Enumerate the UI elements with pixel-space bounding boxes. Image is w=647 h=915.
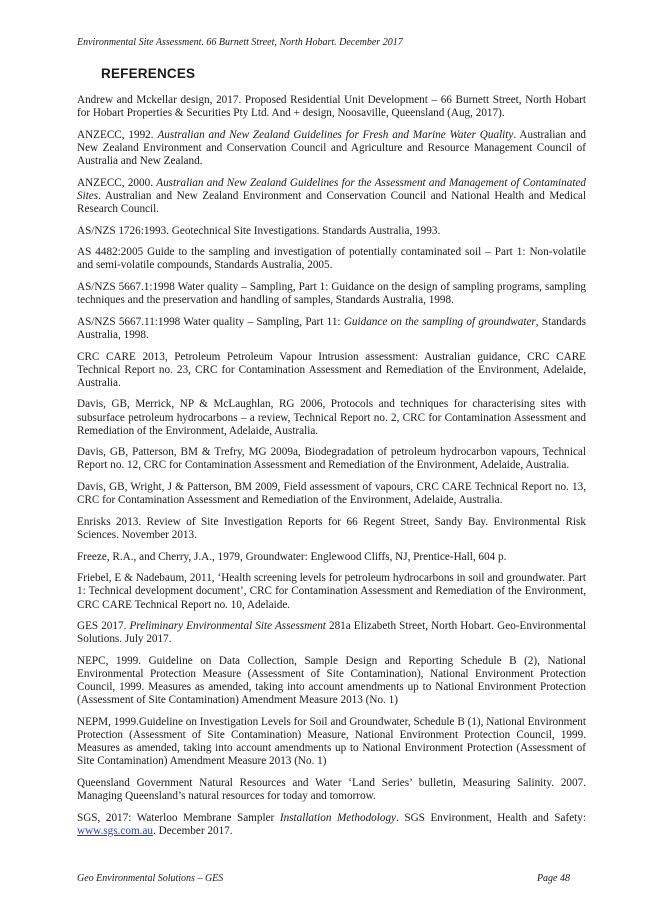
reference-entry: NEPC, 1999. Guideline on Data Collection, Sample Design and Reporting Schedule B (2), National Environmental Protection Measure (Assessment of Site Contamination), National Environment Protection Council, 1999. Measures as amended, taking into account amendments up to National Environment Protection (Assessment of Site Contamination) Amendment Measure 2013 (No. 1) [77,655,586,707]
reference-entry: AS/NZS 1726:1993. Geotechnical Site Investigations. Standards Australia, 1993. [77,224,441,237]
reference-entry: Queensland Government Natural Resources and Water ‘Land Series’ bulletin, Measuring Salinity. 2007. Managing Queensland’s natural resources for today and tomorrow. [77,776,586,803]
reference-entry: AS/NZS 5667.11:1998 Water quality – Sampling, Part 11: Guidance on the sampling of groundwater, Standards Australia, 1998. [77,315,586,341]
reference-entry: AS 4482:2005 Guide to the sampling and investigation of potentially contaminated soil – Part 1: Non-volatile and semi-volatile compounds, Standards Australia, 2005. [77,246,586,272]
reference-entry: SGS, 2017: Waterloo Membrane Sampler Installation Methodology. SGS Environment, Health and Safety: www.sgs.com.au. December 2017. [77,811,586,837]
reference-entry: NEPM, 1999.Guideline on Investigation Levels for Soil and Groundwater, Schedule B (1), National Environment Protection (Assessment of Site Contamination) Measure, National Environment Protection Council, 1999. Measures as amended, taking into account amendments up to National Environment Protection (Assessment of Site Contamination) Amendment Measure 2013 (No. 1) [77,715,586,768]
reference-entry: GES 2017. Preliminary Environmental Site Assessment 281a Elizabeth Street, North Hobart. Geo-Environmental Solutions. July 2017. [77,620,587,646]
footer-company: Geo Environmental Solutions – GES [77,873,224,884]
reference-list [77,94,586,847]
reference-entry: CRC CARE 2013, Petroleum Petroleum Vapour Intrusion assessment: Australian guidance, CRC CARE Technical Report no. 23, CRC for Contamination Assessment and Remediation of the Environment, Adelaide, Australia. [77,350,586,389]
reference-entry: ANZECC, 1992. Australian and New Zealand Guidelines for Fresh and Marine Water Quality. Australian and New Zealand Environment and Conservation Council and Agriculture and Resource Management Council of Australia and New Zealand. [77,128,587,167]
reference-entry: AS/NZS 5667.1:1998 Water quality – Sampling, Part 1: Guidance on the design of sampling programs, sampling techniques and the preservation and handling of samples, Standards Australia, 1998. [77,281,586,307]
page-header: Environmental Site Assessment. 66 Burnett Street, North Hobart. December 2017 [77,37,403,48]
reference-entry: Enrisks 2013. Review of Site Investigation Reports for 66 Regent Street, Sandy Bay. Environmental Risk Sciences. November 2013. [77,515,586,541]
reference-entry: Davis, GB, Wright, J & Patterson, BM 2009, Field assessment of vapours, CRC CARE Technical Report no. 13, CRC for Contamination Assessment and Remediation of the Environment, Adelaide, Australia. [77,481,586,507]
section-heading: REFERENCES [101,66,196,81]
reference-entry: Davis, GB, Patterson, BM & Trefry, MG 2009a, Biodegradation of petroleum hydrocarbon vapours, Technical Report no. 12, CRC for Contamination Assessment and Remediation of the Environment, Adelaide, Australia. [77,446,586,472]
reference-entry: Friebel, E & Nadebaum, 2011, ‘Health screening levels for petroleum hydrocarbons in soil and groundwater. Part 1: Technical development document’, CRC for Contamination Assessment and Remediation of the Environment, CRC CARE Technical Report no. 10, Adelaide. [77,572,586,611]
sgs-website-link[interactable]: www.sgs.com.au [77,824,154,837]
reference-entry: Freeze, R.A., and Cherry, J.A., 1979, Groundwater: Englewood Cliffs, NJ, Prentice-Hall, 604 p. [77,550,507,563]
reference-entry: Andrew and Mckellar design, 2017. Proposed Residential Unit Development – 66 Burnett Street, North Hobart for Hobart Properties & Securities Pty Ltd. And + design, Noosaville, Queensland (Aug, 2017). [77,94,586,120]
reference-entry: ANZECC, 2000. Australian and New Zealand Guidelines for the Assessment and Management of Contaminated Sites. Australian and New Zealand Environment and Conservation Council and National Health and Medical Research Council. [77,176,586,215]
reference-entry: Davis, GB, Merrick, NP & McLaughlan, RG 2006, Protocols and techniques for characterising sites with subsurface petroleum hydrocarbons – a review, Technical Report no. 2, CRC for Contamination Assessment and Remediation of the Environment, Adelaide, Australia. [77,398,586,437]
page-number: Page 48 [536,873,570,884]
